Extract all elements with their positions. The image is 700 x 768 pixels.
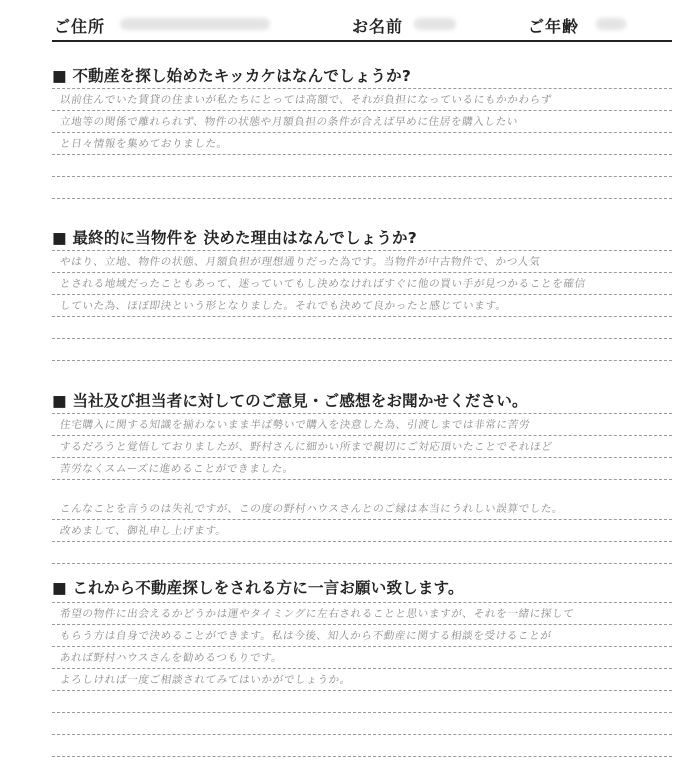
ruled-line (52, 602, 672, 603)
ruled-line (52, 756, 672, 757)
question-title-1: ■ 不動産を探し始めたキッカケはなんでしょうか? (52, 67, 412, 85)
ruled-line (52, 690, 672, 691)
ruled-line (52, 198, 672, 199)
handwritten-line: 希望の物件に出会えるかどうかは運やタイミングに左右されることと思いますが、それを一緒に探して (59, 608, 576, 620)
ruled-line (52, 712, 672, 713)
handwritten-line: していた為、ほぼ即決という形となりました。それでも決めて良かったと感じています。 (59, 300, 508, 312)
handwritten-line: よろしければ一度ご相談されてみてはいかがでしょうか。 (59, 674, 352, 686)
handwritten-line: もらう方は自身で決めることができます。私は今後、知人から不動産に関する相談を受けることが (59, 630, 553, 642)
handwritten-line: こんなことを言うのは失礼ですが、この度の野村ハウスさんとのご縁は本当にうれしい誤算でした。 (59, 503, 565, 515)
handwritten-line: 立地等の関係で離れられず、物件の状態や月額負担の条件が合えば早めに住居を購入したい (59, 116, 519, 128)
ruled-line (52, 734, 672, 735)
question-title-3: ■ 当社及び担当者に対してのご意見・ご感想をお聞かせください。 (52, 392, 528, 410)
handwritten-line: 住宅購入に関する知識を揃わないまま半ば勢いで購入を決意した為、引渡しまでは非常に苦労 (59, 419, 531, 431)
ruled-line (52, 435, 672, 436)
age-redacted (596, 18, 626, 30)
ruled-line (52, 563, 672, 564)
ruled-line (52, 624, 672, 625)
ruled-line (52, 110, 672, 111)
ruled-line (52, 88, 672, 89)
ruled-line (52, 519, 672, 520)
ruled-line (52, 360, 672, 361)
handwritten-line: するだろうと覚悟しておりましたが、野村さんに細かい所まで親切にご対応頂いたことでそれほど (59, 441, 554, 453)
ruled-line (52, 338, 672, 339)
ruled-line (52, 541, 672, 542)
ruled-line (52, 479, 672, 480)
question-title-4: ■ これから不動産探しをされる方に一言お願い致します。 (52, 579, 464, 597)
handwritten-line: と日々情報を集めておりました。 (59, 138, 229, 150)
ruled-line (52, 668, 672, 669)
ruled-line (52, 413, 672, 414)
ruled-line (52, 176, 672, 177)
ruled-line (52, 646, 672, 647)
ruled-line (52, 294, 672, 295)
ruled-line (52, 457, 672, 458)
respondent-header (52, 10, 672, 42)
handwritten-line: 苦労なくスムーズに進めることができました。 (59, 463, 295, 475)
age-label: ご年齢 (528, 17, 580, 36)
ruled-line (52, 272, 672, 273)
handwritten-line: あれば野村ハウスさんを勧めるつもりです。 (59, 652, 284, 664)
handwritten-line: 改めまして、御礼申し上げます。 (59, 525, 228, 537)
handwritten-line: とされる地域だったこともあって、迷っていてもし決めなければすぐに他の買い手が見つかることを確信 (59, 278, 587, 290)
ruled-line (52, 316, 672, 317)
ruled-line (52, 154, 672, 155)
name-label: お名前 (352, 17, 404, 36)
name-redacted (414, 18, 456, 30)
ruled-line (52, 250, 672, 251)
ruled-line (52, 132, 672, 133)
address-label: ご住所 (54, 17, 106, 36)
handwritten-line: 以前住んでいた賃貸の住まいが私たちにとっては高額で、それが負担になっているにもかかわらず (59, 94, 553, 106)
address-redacted (120, 18, 270, 30)
handwritten-line: やはり、立地、物件の状態、月額負担が理想通りだった為です。当物件が中古物件で、かつ人気 (59, 256, 542, 268)
question-title-2: ■ 最終的に当物件を 決めた理由はなんでしょうか? (52, 229, 417, 247)
